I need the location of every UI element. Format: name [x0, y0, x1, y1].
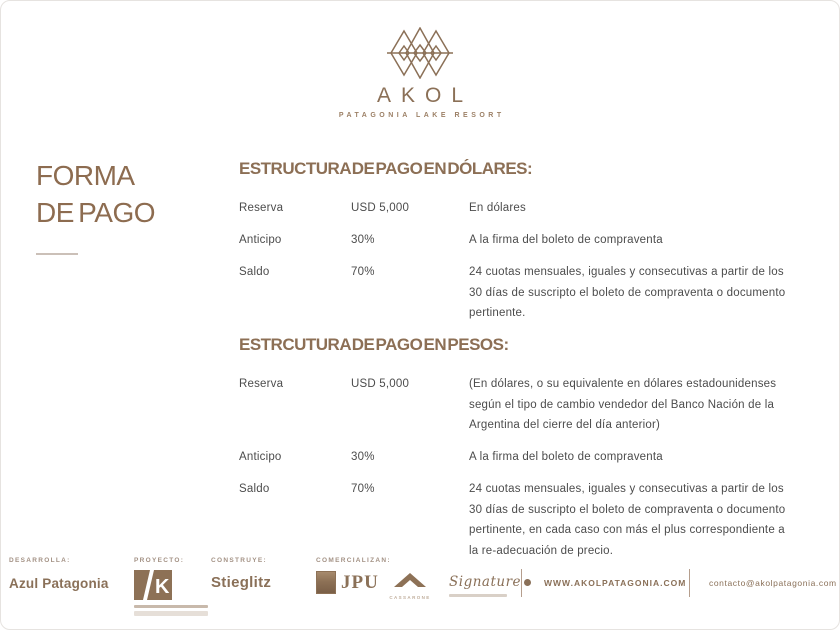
title-underline [36, 253, 78, 255]
table-row [239, 374, 791, 436]
brand-logo-block [1, 27, 839, 119]
row-value: USD 5,000 [351, 378, 410, 390]
signature-logo [449, 573, 531, 597]
architect-logo-subtext [134, 605, 208, 608]
section-pesos [239, 335, 791, 561]
brand-wordmark: AKOL [376, 84, 474, 107]
signature-text: Signature [449, 574, 522, 590]
jpu-square-icon [316, 571, 336, 594]
row-label: Anticipo [239, 234, 282, 246]
signature-subtext [449, 594, 507, 597]
row-desc: A la firma del boleto de compraventa [469, 234, 663, 246]
brand-tagline: PATAGONIA LAKE RESORT [338, 112, 505, 119]
architect-k-logo-icon [134, 570, 172, 600]
row-value: 30% [351, 234, 375, 246]
row-desc: En dólares [469, 202, 526, 214]
jpu-logo [316, 571, 379, 594]
desarrolla-label: DESARROLLA: [9, 557, 71, 564]
footer-divider-1 [521, 569, 522, 597]
row-value: USD 5,000 [351, 202, 410, 214]
row-label: Reserva [239, 202, 284, 214]
row-label: Saldo [239, 483, 270, 495]
row-desc: (En dólares, o su equivalente en dólares estadounidenses según el tipo de cambio vendedor del Banco Nación de la Argentina del cierre del día anterior) [469, 378, 777, 431]
construye-label: CONSTRUYE: [211, 557, 267, 564]
page-title-line1: FORMA [36, 160, 135, 191]
row-label: Anticipo [239, 451, 282, 463]
table-row [239, 262, 791, 324]
row-value: 70% [351, 266, 375, 278]
cassarone-text: CASSARONE [389, 595, 431, 600]
row-label: Reserva [239, 378, 284, 390]
page-title-line2: DE PAGO [36, 197, 156, 228]
stieglitz-logo: Stieglitz [211, 574, 272, 591]
footer [1, 553, 840, 625]
svg-text:K: K [155, 576, 170, 598]
proyecto-label: PROYECTO: [134, 557, 185, 564]
signature-globe-icon [524, 579, 531, 586]
row-desc: A la firma del boleto de compraventa [469, 451, 663, 463]
table-row [239, 230, 791, 251]
row-value: 30% [351, 451, 375, 463]
cassarone-logo [389, 572, 431, 600]
row-desc: 24 cuotas mensuales, iguales y consecutivas a partir de los 30 días de suscripto el boleto de compraventa o documento pertinente. [469, 266, 786, 319]
website-link[interactable]: WWW.AKOLPATAGONIA.COM [544, 578, 687, 588]
diamonds-logo-icon [386, 27, 454, 79]
row-desc: 24 cuotas mensuales, iguales y consecutivas a partir de los 30 días de suscripto el boleto de compraventa o documento pertinente, en cada caso con más el plus correspondiente a la re-adecuación de precio. [469, 483, 786, 557]
section-dolares [239, 159, 791, 324]
section-pesos-heading: ESTRCUTURA DE PAGO EN PESOS: [239, 335, 509, 354]
table-row [239, 479, 791, 561]
section-dolares-heading: ESTRUCTURA DE PAGO EN DÓLARES: [239, 159, 533, 178]
architect-logo-subbar [134, 611, 208, 616]
page-title [36, 157, 155, 255]
row-value: 70% [351, 483, 375, 495]
cassarone-roof-icon [392, 572, 428, 588]
azul-patagonia-logo: Azul Patagonia [9, 576, 109, 591]
table-row [239, 447, 791, 468]
row-label: Saldo [239, 266, 270, 278]
footer-divider-2 [689, 569, 690, 597]
jpu-text: JPU [341, 571, 379, 593]
payment-content [239, 159, 791, 573]
email-link[interactable]: contacto@akolpatagonia.com [709, 578, 837, 588]
table-row [239, 198, 791, 219]
comercializan-label: COMERCIALIZAN: [316, 557, 391, 564]
